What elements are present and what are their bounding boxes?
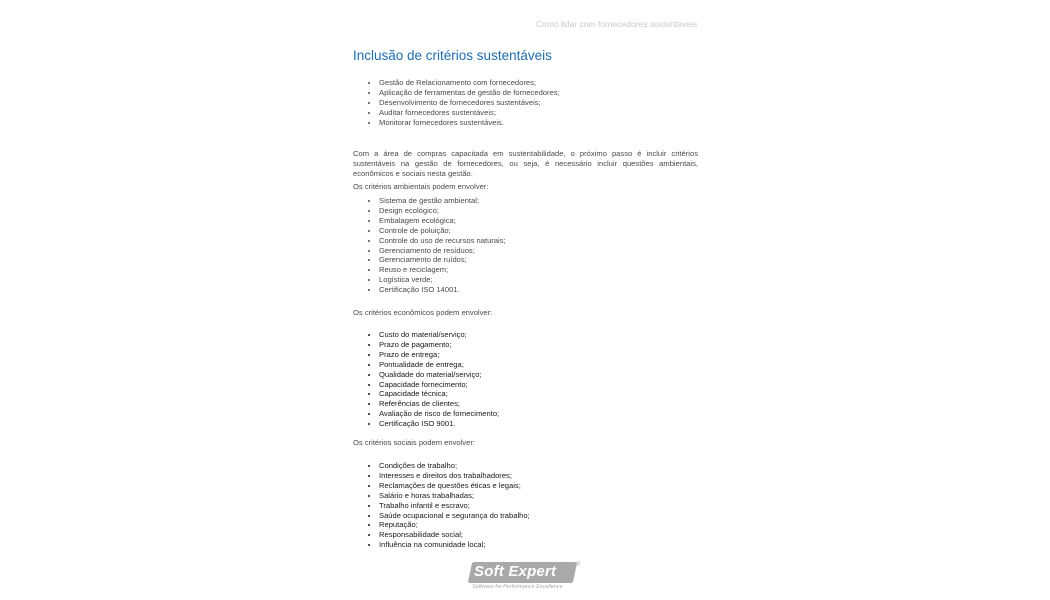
environmental-criterion-item: • Gerenciamento de resíduos; [379, 246, 506, 256]
economic-criterion-item: • Referências de clientes; [379, 399, 499, 409]
economic-criteria-label: Os critérios econômicos podem envolver: [353, 308, 493, 317]
economic-criterion-item: • Custo do material/serviço; [379, 330, 499, 340]
social-criterion-item: • Trabalho infantil e escravo; [379, 501, 530, 511]
social-criteria-label: Os critérios sociais podem envolver: [353, 438, 475, 447]
logo-text: Soft Expert [474, 563, 557, 580]
environmental-criterion-item: • Design ecológico; [379, 206, 506, 216]
economic-criteria-list [367, 330, 499, 429]
steps-list [367, 78, 560, 128]
registered-mark: ® [576, 562, 581, 568]
environmental-criterion-item: • Gerenciamento de ruídos; [379, 255, 506, 265]
environmental-criterion-item: • Embalagem ecológica; [379, 216, 506, 226]
social-criterion-item: • Influência na comunidade local; [379, 540, 530, 550]
economic-criterion-item: • Qualidade do material/serviço; [379, 370, 499, 380]
economic-criterion-item: • Prazo de pagamento; [379, 340, 499, 350]
economic-criterion-item: • Pontualidade de entrega; [379, 360, 499, 370]
environmental-criterion-item: • Logística verde; [379, 275, 506, 285]
social-criterion-item: • Condições de trabalho; [379, 461, 530, 471]
economic-criterion-item: • Avaliação de risco de fornecimento; [379, 409, 499, 419]
social-criteria-list [367, 461, 530, 550]
social-criterion-item: • Reputação; [379, 520, 530, 530]
environmental-criterion-item: • Sistema de gestão ambiental; [379, 196, 506, 206]
environmental-criteria-list [367, 196, 506, 295]
social-criterion-item: • Saúde ocupacional e segurança do trabalho; [379, 511, 530, 521]
step-item: • Desenvolvimento de fornecedores sustentáveis; [379, 98, 560, 108]
step-item: • Aplicação de ferramentas de gestão de fornecedores; [379, 88, 560, 98]
economic-criterion-item: • Certificação ISO 9001. [379, 419, 499, 429]
step-item: • Gestão de Relacionamento com fornecedores; [379, 78, 560, 88]
softexpert-logo [470, 562, 582, 594]
logo-tagline: Software for Performance Excellence [472, 584, 563, 590]
economic-criterion-item: • Capacidade técnica; [379, 389, 499, 399]
environmental-criterion-item: • Controle de poluição; [379, 226, 506, 236]
social-criterion-item: • Reclamações de questões éticas e legais; [379, 481, 530, 491]
social-criterion-item: • Salário e horas trabalhadas; [379, 491, 530, 501]
environmental-criterion-item: • Controle do uso de recursos naturais; [379, 236, 506, 246]
social-criterion-item: • Interesses e direitos dos trabalhadores; [379, 471, 530, 481]
step-item: • Auditar fornecedores sustentáveis; [379, 108, 560, 118]
running-header: Como lidar com fornecedores sustentáveis [536, 19, 698, 29]
environmental-criterion-item: • Certificação ISO 14001. [379, 285, 506, 295]
economic-criterion-item: • Prazo de entrega; [379, 350, 499, 360]
environmental-criterion-item: • Reuso e reciclagem; [379, 265, 506, 275]
economic-criterion-item: • Capacidade fornecimento; [379, 380, 499, 390]
page-title: Inclusão de critérios sustentáveis [353, 48, 552, 63]
environmental-criteria-label: Os critérios ambientais podem envolver: [353, 182, 489, 191]
step-item: • Monitorar fornecedores sustentáveis. [379, 118, 560, 128]
social-criterion-item: • Responsabilidade social; [379, 530, 530, 540]
intro-paragraph: Com a área de compras capacitada em sustentabilidade, o próximo passo é incluir critérios sustentáveis na gestão de fornecedores, ou seja, é necessário incluir questões ambientais, econômicos e sociais nesta gestão. [353, 149, 698, 178]
